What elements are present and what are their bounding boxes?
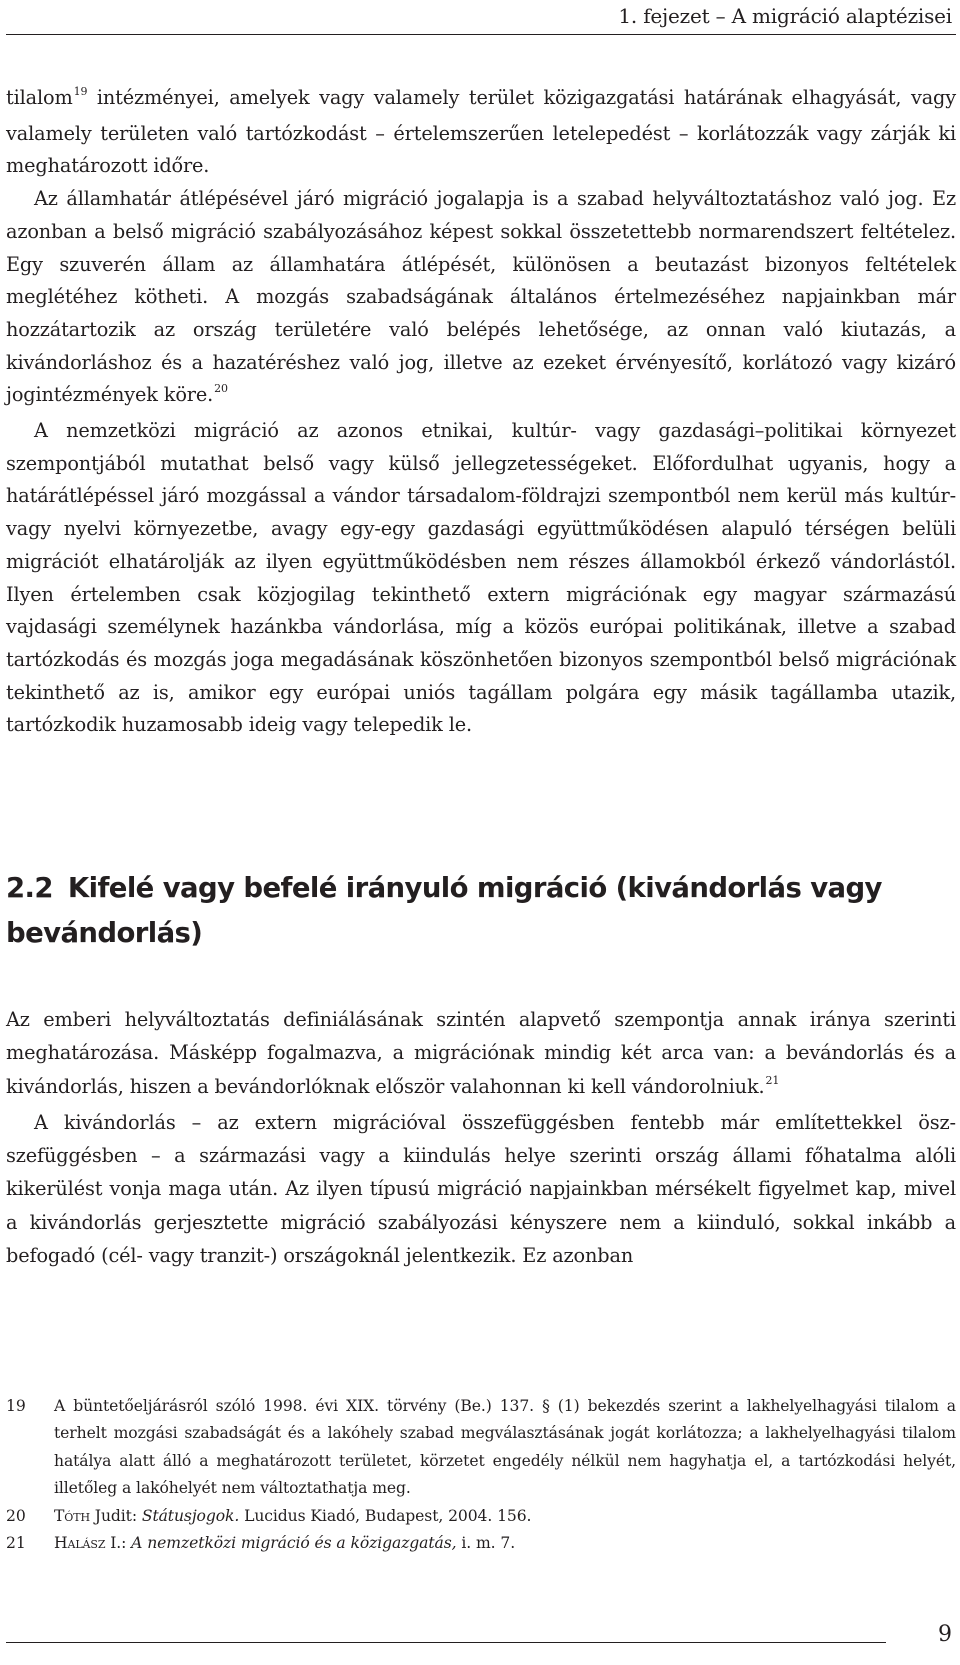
footer-rule: [6, 1642, 886, 1643]
footnote-21: [6, 1530, 956, 1557]
paragraph: Az emberi helyváltoztatás definiálásának szintén alapvető szempontja annak iránya szerinti meghatározása. Másképp fogalmazva, a migrációnak mindig két arca van: a bevándorlás és a kivándorlás, hiszen a bevándorlóknak először valahonnan ki kell vándorolniuk.$^{21}$: [6, 1008, 956, 1098]
section-body-text: [6, 1003, 956, 1272]
paragraph: tilalom$^{19}$ intézményei, amelyek vagy valamely terület közigazgatási határának elhagyását, vagy valamely területen való tartózkodást – értelemszerűen letelepedést – korlátozzák vagy zárják ki meghatározott időre.: [6, 85, 956, 178]
footnote-title: Státusjogok.: [141, 1506, 240, 1525]
footnote-19: [6, 1393, 956, 1503]
section-number: 2.2: [6, 872, 53, 904]
page-number: 9: [938, 1622, 952, 1647]
footnote-text: Halász I.: A nemzetközi migráció és a közigazgatás, i. m. 7.: [54, 1534, 516, 1553]
footnote-number: 21: [6, 1534, 26, 1553]
running-header: 1. fejezet – A migráció alaptézisei: [618, 4, 952, 28]
footnote-20: [6, 1503, 956, 1530]
header-rule: [6, 34, 956, 35]
footnotes: [6, 1393, 956, 1557]
paragraph: A kivándorlás – az extern migrációval összefüggésben fentebb már említettekkel öszszefüggésben – a származási vagy a kiindulás helye szerinti ország állami főhatalma alóli kikerülést vonja maga után. Az ilyen típusú migráció napjainkban mérsékelt figyelmet kap, mivel a kivándorlás gerjesztette migráció szabályozási kényszere nem a kiinduló, sokkal inkább a befogadó (cél- vagy tranzit-) országoknál jelentkezik. Ez azonban: [6, 1110, 956, 1268]
section-heading: [6, 866, 956, 956]
footnote-author: Tóth: [54, 1506, 90, 1525]
section-title: Kifelé vagy befelé irányuló migráció (kivándorlás vagy bevándorlás): [6, 872, 882, 949]
footnote-ref-19[interactable]: 19: [73, 85, 88, 98]
paragraph: A nemzetközi migráció az azonos etnikai, kultúr- vagy gazdasági–politikai környezet szempontjából mutathat belső vagy külső jellegzetességeket. Előfordulhat ugyanis, hogy a határátlépéssel járó mozgással a vándor társadalom-földrajzi szempontból nem kerül más kultúr- vagy nyelvi környezetbe, avagy egy-egy gazdasági együttműködésen alapuló térségen belüli migrációt elhatárolják az ilyen együttműködésben nem részes államokból érkező vándorlástól. Ilyen értelemben csak közjogilag tekinthető extern migrációnak egy magyar származású vajdasági személynek hazánkba vándorlása, míg a közös európai politikának, illetve a szabad tartózkodás és mozgás joga megadásának köszönhetően bizonyos szempontból belső migrációnak tekinthető az is, amikor egy európai uniós tagállam polgára egy másik tagállamba utazik, tartózkodik huzamosabb ideig vagy telepedik le.: [6, 419, 956, 737]
footnote-number: 19: [6, 1397, 26, 1415]
footnote-title: A nemzetközi migráció és a közigazgatás,: [131, 1534, 457, 1553]
footnote-text: A büntetőeljárásról szóló 1998. évi XIX. törvény (Be.) 137. § (1) bekezdés szerint a lakhelyelhagyási tilalom a terhelt mozgási szabadságát és a lakóhely szabad megválasztásának jogát korlátozza; a lakhelyelhagyási tilalom hatálya alatt álló a meghatározott területet, körzetet engedély nélkül nem hagyhatja el, a tartózkodási helyét, illetőleg a lakóhelyét nem változtathatja meg.: [54, 1397, 956, 1498]
footnote-text: Tóth Judit: Státusjogok. Lucidus Kiadó, Budapest, 2004. 156.: [54, 1506, 532, 1525]
footnote-ref-21[interactable]: 21: [765, 1073, 780, 1087]
paragraph: Az államhatár átlépésével járó migráció jogalapja is a szabad helyváltoztatáshoz való jog. Ez azonban a belső migráció szabályozásához képest sokkal összetettebb normarendszert feltételez. Egy szuverén állam az államhatára átlépését, különösen a beutazást bizonyos feltételek meglétéhez kötheti. A mozgás szabadságának általános értelmezéséhez napjainkban már hozzátartozik az ország területére való belépés lehetősége, az onnan való kiutazás, a kivándorláshoz és a hazatéréshez való jog, illetve az ezeket érvényesítő, korlátozó vagy kizáró jogintézmények köre.$^{20}$: [6, 187, 956, 407]
body-text: [6, 82, 956, 742]
footnote-number: 20: [6, 1506, 26, 1525]
footnote-ref-20[interactable]: 20: [214, 382, 228, 396]
footnote-author: Halász: [54, 1534, 106, 1553]
